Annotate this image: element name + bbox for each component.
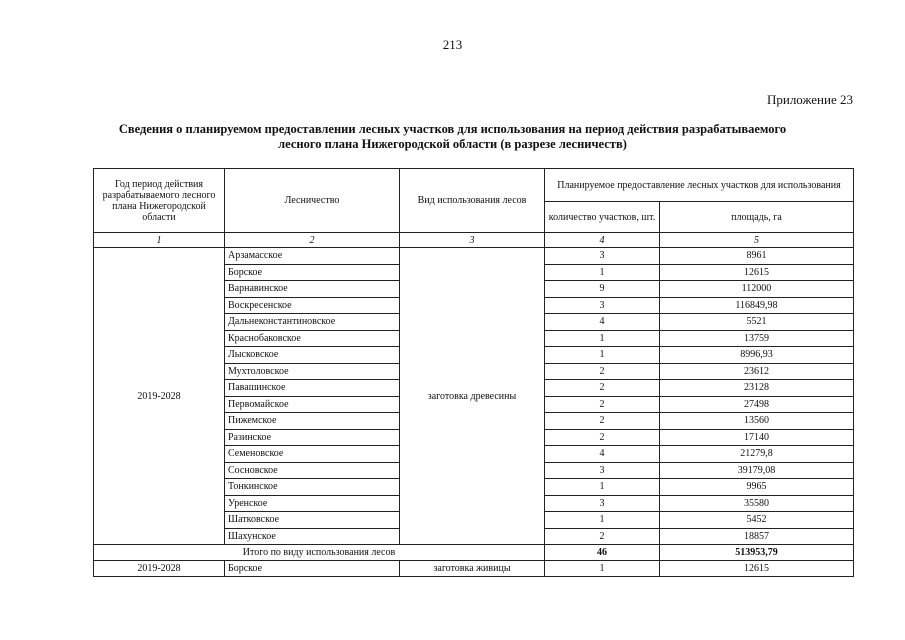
forestry-cell: Лысковское (225, 347, 400, 364)
area-cell: 35580 (660, 495, 854, 512)
forestry-cell: Воскресенское (225, 297, 400, 314)
header-forestry: Лесничество (225, 169, 400, 233)
count-cell: 1 (545, 264, 660, 281)
count-cell: 9 (545, 281, 660, 298)
document-title (80, 122, 825, 152)
header-area: площадь, га (660, 202, 854, 233)
area-cell: 13560 (660, 413, 854, 430)
forestry-cell: Борское (225, 264, 400, 281)
area-cell: 23128 (660, 380, 854, 397)
column-number-row (94, 233, 854, 248)
column-number: 5 (660, 233, 854, 248)
area-cell: 27498 (660, 396, 854, 413)
forestry-cell: Разинское (225, 429, 400, 446)
header-row-1 (94, 169, 854, 202)
table-row (94, 248, 854, 265)
forestry-cell: Шатковское (225, 512, 400, 529)
count-cell: 3 (545, 297, 660, 314)
forestry-cell: Уренское (225, 495, 400, 512)
count-cell: 2 (545, 396, 660, 413)
header-planned: Планируемое предоставление лесных участков для использования (545, 169, 854, 202)
area-cell: 21279,8 (660, 446, 854, 463)
forestry-cell: Семеновское (225, 446, 400, 463)
area-cell: 23612 (660, 363, 854, 380)
group1-rows (94, 248, 854, 545)
use-type-cell: заготовка живицы (400, 561, 545, 577)
area-cell: 5521 (660, 314, 854, 331)
count-cell: 2 (545, 429, 660, 446)
area-cell: 13759 (660, 330, 854, 347)
count-cell: 1 (545, 512, 660, 529)
column-number: 4 (545, 233, 660, 248)
appendix-label: Приложение 23 (766, 92, 853, 107)
count-cell: 1 (545, 347, 660, 364)
total-label: Итого по виду использования лесов (94, 545, 545, 561)
header-use-type: Вид использования лесов (400, 169, 545, 233)
count-cell: 3 (545, 248, 660, 265)
area-cell: 39179,08 (660, 462, 854, 479)
count-cell: 1 (545, 561, 660, 577)
period-cell: 2019-2028 (94, 248, 225, 545)
area-cell: 17140 (660, 429, 854, 446)
count-cell: 1 (545, 330, 660, 347)
forestry-cell: Сосновское (225, 462, 400, 479)
count-cell: 4 (545, 314, 660, 331)
forestry-cell: Первомайское (225, 396, 400, 413)
count-cell: 1 (545, 479, 660, 496)
area-cell: 5452 (660, 512, 854, 529)
column-number: 3 (400, 233, 545, 248)
forestry-cell: Пижемское (225, 413, 400, 430)
count-cell: 3 (545, 495, 660, 512)
period-cell: 2019-2028 (94, 561, 225, 577)
forestry-cell: Павашинское (225, 380, 400, 397)
area-cell: 8961 (660, 248, 854, 265)
count-cell: 2 (545, 413, 660, 430)
forestry-cell: Арзамасское (225, 248, 400, 265)
page-number: 213 (442, 37, 463, 52)
area-cell: 12615 (660, 561, 854, 577)
area-cell: 8996,93 (660, 347, 854, 364)
forestry-cell: Дальнеконстантиновское (225, 314, 400, 331)
title-line-1: Сведения о планируемом предоставлении лесных участков для использования на период действия разрабатываемого (118, 122, 787, 136)
forestry-cell: Краснобаковское (225, 330, 400, 347)
forestry-cell: Тонкинское (225, 479, 400, 496)
area-cell: 18857 (660, 528, 854, 545)
count-cell: 2 (545, 528, 660, 545)
count-cell: 4 (545, 446, 660, 463)
forestry-cell: Варнавинское (225, 281, 400, 298)
title-line-2: лесного плана Нижегородской области (в разрезе лесничеств) (278, 137, 627, 151)
forestry-cell: Борское (225, 561, 400, 577)
total-area: 513953,79 (660, 545, 854, 561)
use-type-cell: заготовка древесины (400, 248, 545, 545)
area-cell: 12615 (660, 264, 854, 281)
count-cell: 3 (545, 462, 660, 479)
forest-plots-table (93, 168, 854, 577)
column-number: 2 (225, 233, 400, 248)
header-count: количество участков, шт. (545, 202, 660, 233)
total-count: 46 (545, 545, 660, 561)
forestry-cell: Шахунское (225, 528, 400, 545)
column-number: 1 (94, 233, 225, 248)
total-row (94, 545, 854, 561)
area-cell: 9965 (660, 479, 854, 496)
area-cell: 116849,98 (660, 297, 854, 314)
header-period: Год период действия разрабатываемого лесного плана Нижегородской области (94, 169, 225, 233)
area-cell: 112000 (660, 281, 854, 298)
table-row (94, 561, 854, 577)
count-cell: 2 (545, 363, 660, 380)
count-cell: 2 (545, 380, 660, 397)
forestry-cell: Мухтоловское (225, 363, 400, 380)
